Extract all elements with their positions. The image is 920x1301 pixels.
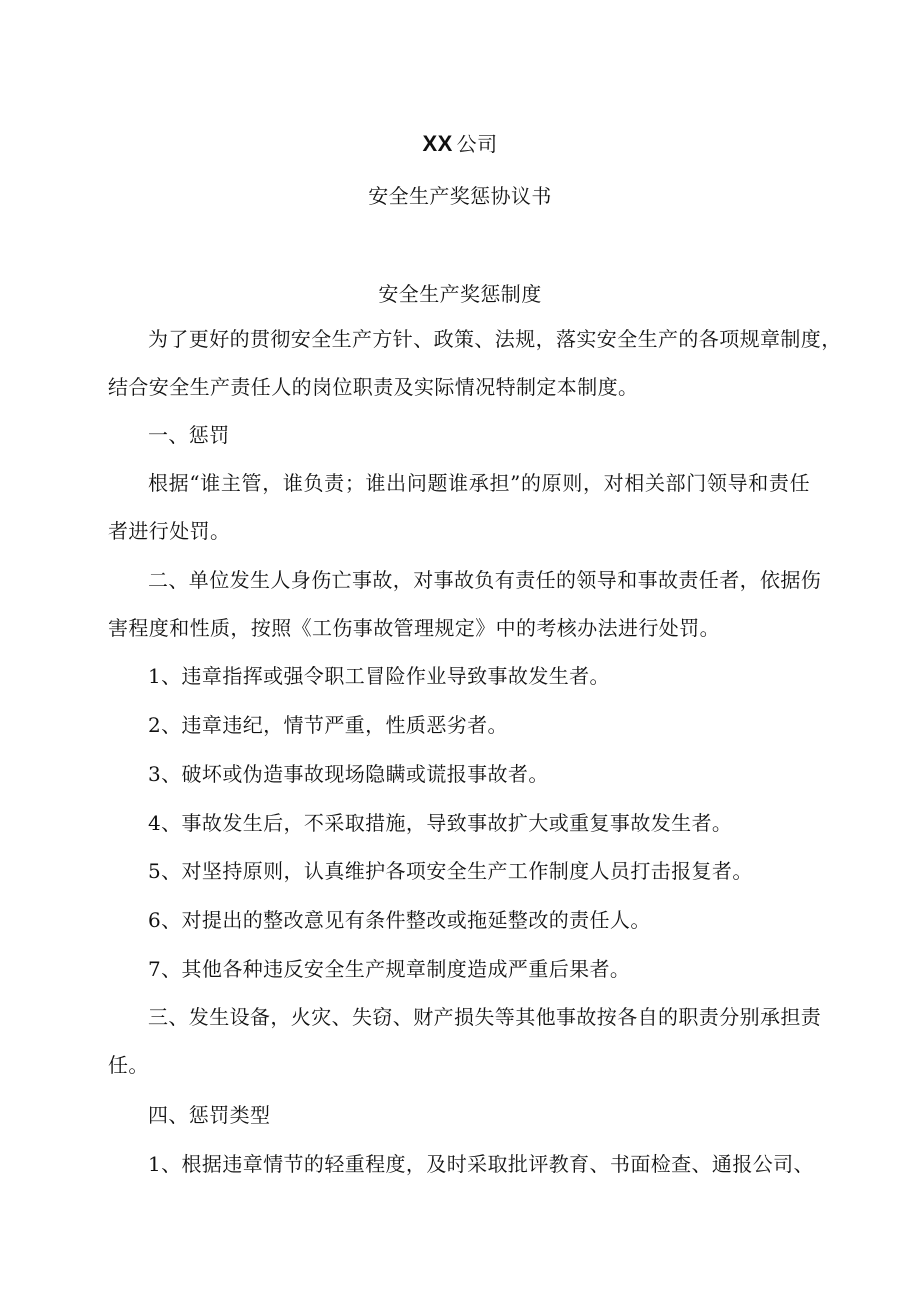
list-item: 2、违章违纪，情节严重，性质恶劣者。 xyxy=(148,713,508,737)
principle-line-1: 根据“谁主管，谁负责；谁出问题谁承担”的原则，对相关部门领导和责任 xyxy=(148,471,810,495)
intro-line-2: 结合安全生产责任人的岗位职责及实际情况特制定本制度。 xyxy=(108,375,639,399)
section-1-title: 一、惩罚 xyxy=(148,423,230,447)
list-item: 6、对提出的整改意见有条件整改或拖延整改的责任人。 xyxy=(148,908,651,932)
type-1-line-1: 1、根据违章情节的轻重程度，及时采取批评教育、书面检查、通报公司、 xyxy=(148,1152,814,1176)
section-2-line-2: 害程度和性质，按照《工伤事故管理规定》中的考核办法进行处罚。 xyxy=(108,616,720,640)
list-item: 7、其他各种违反安全生产规章制度造成严重后果者。 xyxy=(148,957,631,981)
list-item: 1、违章指挥或强令职工冒险作业导致事故发生者。 xyxy=(148,664,610,688)
section-3-line-1: 三、发生设备，火灾、失窃、财产损失等其他事故按各自的职责分别承担责 xyxy=(148,1005,822,1029)
section-4-title: 四、惩罚类型 xyxy=(148,1103,271,1127)
company-suffix: 公司 xyxy=(456,132,498,156)
section-3-line-2: 任。 xyxy=(108,1053,149,1077)
section-2-line-1: 二、单位发生人身伤亡事故，对事故负有责任的领导和事故责任者，依据伤 xyxy=(148,568,822,592)
intro-line-1: 为了更好的贯彻安全生产方针、政策、法规，落实安全生产的各项规章制度， xyxy=(148,327,842,351)
document-subtitle: 安全生产奖惩协议书 xyxy=(368,184,552,208)
company-name xyxy=(0,130,920,158)
document-heading: 安全生产奖惩制度 xyxy=(378,282,542,306)
company-prefix: XX xyxy=(422,131,453,156)
list-item: 5、对坚持原则，认真维护各项安全生产工作制度人员打击报复者。 xyxy=(148,859,753,883)
list-item: 4、事故发生后，不采取措施，导致事故扩大或重复事故发生者。 xyxy=(148,811,733,835)
list-item: 3、破坏或伪造事故现场隐瞒或谎报事故者。 xyxy=(148,762,549,786)
principle-line-2: 者进行处罚。 xyxy=(108,519,231,543)
